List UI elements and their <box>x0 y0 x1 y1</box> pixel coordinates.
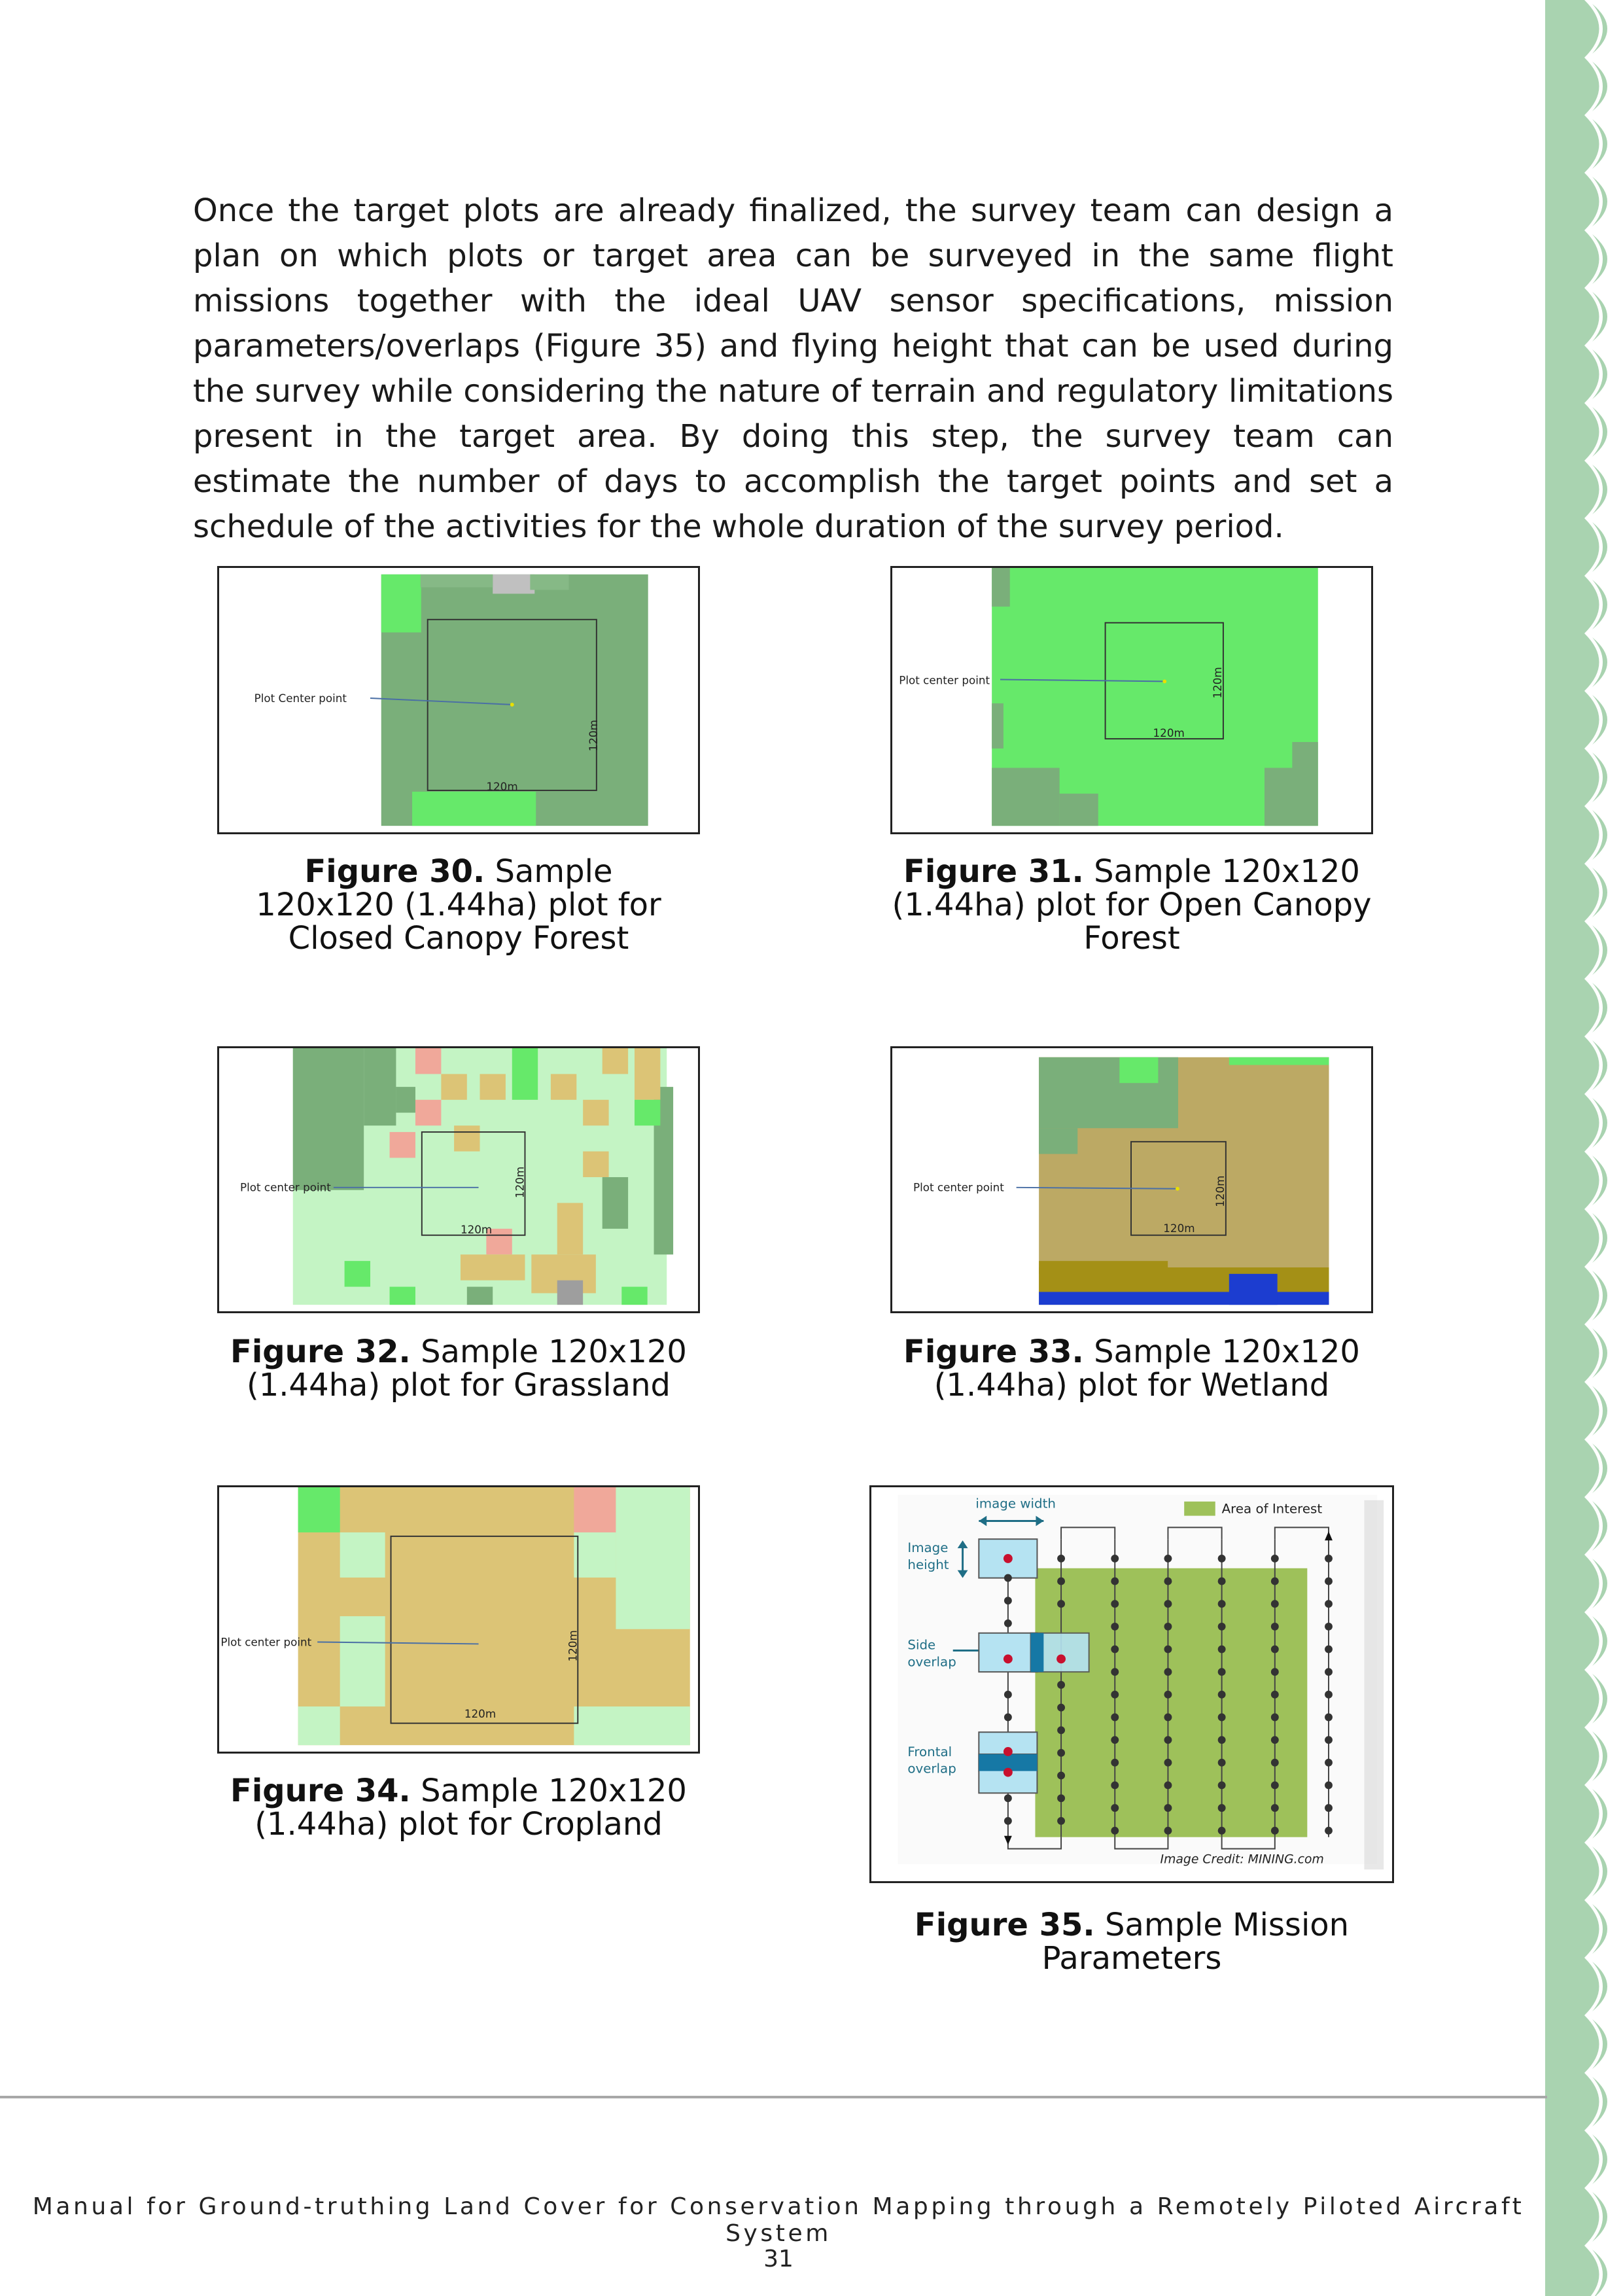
figure-32-image <box>217 1046 700 1313</box>
x-dimension-label: 120m <box>1163 1221 1195 1235</box>
x-dimension-label: 120m <box>460 1222 493 1236</box>
wetland-plot-map <box>892 1048 1371 1311</box>
image-height-label-2: height <box>907 1557 949 1572</box>
area-of-interest-legend: Area of Interest <box>1221 1501 1323 1517</box>
figure-34-caption: Figure 34. Sample 120x120 (1.44ha) plot for Cropland <box>230 1773 687 1843</box>
grassland-plot-map <box>219 1048 698 1311</box>
closed-canopy-plot-map <box>219 568 698 832</box>
y-dimension-label: 120m <box>566 1630 580 1662</box>
frontal-overlap-label-2: overlap <box>907 1761 956 1776</box>
x-dimension-label: 120m <box>486 779 518 793</box>
decorative-side-border <box>1545 0 1623 2296</box>
figure-33-image <box>890 1046 1373 1313</box>
plot-center-label: Plot center point <box>239 1180 331 1194</box>
y-dimension-label: 120m <box>1210 667 1224 699</box>
figure-31-image <box>890 566 1373 834</box>
figure-35-caption: Figure 35. Sample Mission Parameters <box>914 1907 1350 1977</box>
figure-30-image <box>217 566 700 834</box>
open-canopy-plot-map <box>892 568 1371 832</box>
figure-31-caption: Figure 31. Sample 120x120 (1.44ha) plot for Open Canopy Forest <box>892 853 1372 957</box>
mission-parameters-diagram <box>871 1487 1392 1881</box>
plot-center-label: Plot Center point <box>254 691 347 705</box>
page-number: 31 <box>763 2246 794 2272</box>
plot-center-label: Plot center point <box>220 1635 312 1649</box>
footer-divider <box>0 2096 1547 2098</box>
figure-34-image <box>217 1485 700 1754</box>
figure-35-image <box>869 1485 1394 1883</box>
figure-33-caption: Figure 33. Sample 120x120 (1.44ha) plot for Wetland <box>903 1333 1360 1404</box>
side-overlap-label-2: overlap <box>907 1654 956 1670</box>
figure-30-caption: Figure 30. Sample 120x120 (1.44ha) plot for Closed Canopy Forest <box>256 853 661 957</box>
y-dimension-label: 120m <box>513 1166 527 1199</box>
x-dimension-label: 120m <box>464 1706 497 1720</box>
y-dimension-label: 120m <box>586 720 600 752</box>
plot-center-label: Plot center point <box>913 1180 1004 1194</box>
y-dimension-label: 120m <box>1213 1175 1227 1207</box>
frontal-overlap-label-1: Frontal <box>907 1744 952 1759</box>
body-paragraph: Once the target plots are already finalized, the survey team can design a plan on which plots or target area can be surveyed in the same flight missions together with the ideal UAV sensor specifications, mission parameters/overlaps (Figure 35) and flying height that can be used during the survey while considering the nature of terrain and regulatory limitations present in the target area. By doing this step, the survey team can estimate the number of days to accomplish the target points and set a schedule of the activities for the whole duration of the survey period. <box>193 192 1393 545</box>
x-dimension-label: 120m <box>1153 726 1185 740</box>
image-credit: Image Credit: MINING.com <box>1160 1852 1324 1867</box>
cropland-plot-map <box>219 1487 698 1752</box>
image-height-label-1: Image <box>907 1540 949 1556</box>
plot-center-label: Plot center point <box>899 673 990 687</box>
image-width-label: image width <box>975 1496 1056 1511</box>
figure-32-caption: Figure 32. Sample 120x120 (1.44ha) plot for Grassland <box>230 1333 687 1404</box>
footer-title: Manual for Ground-truthing Land Cover for Conservation Mapping through a Remotely Piloted Aircraft System <box>32 2193 1525 2247</box>
side-overlap-label-1: Side <box>907 1637 936 1653</box>
